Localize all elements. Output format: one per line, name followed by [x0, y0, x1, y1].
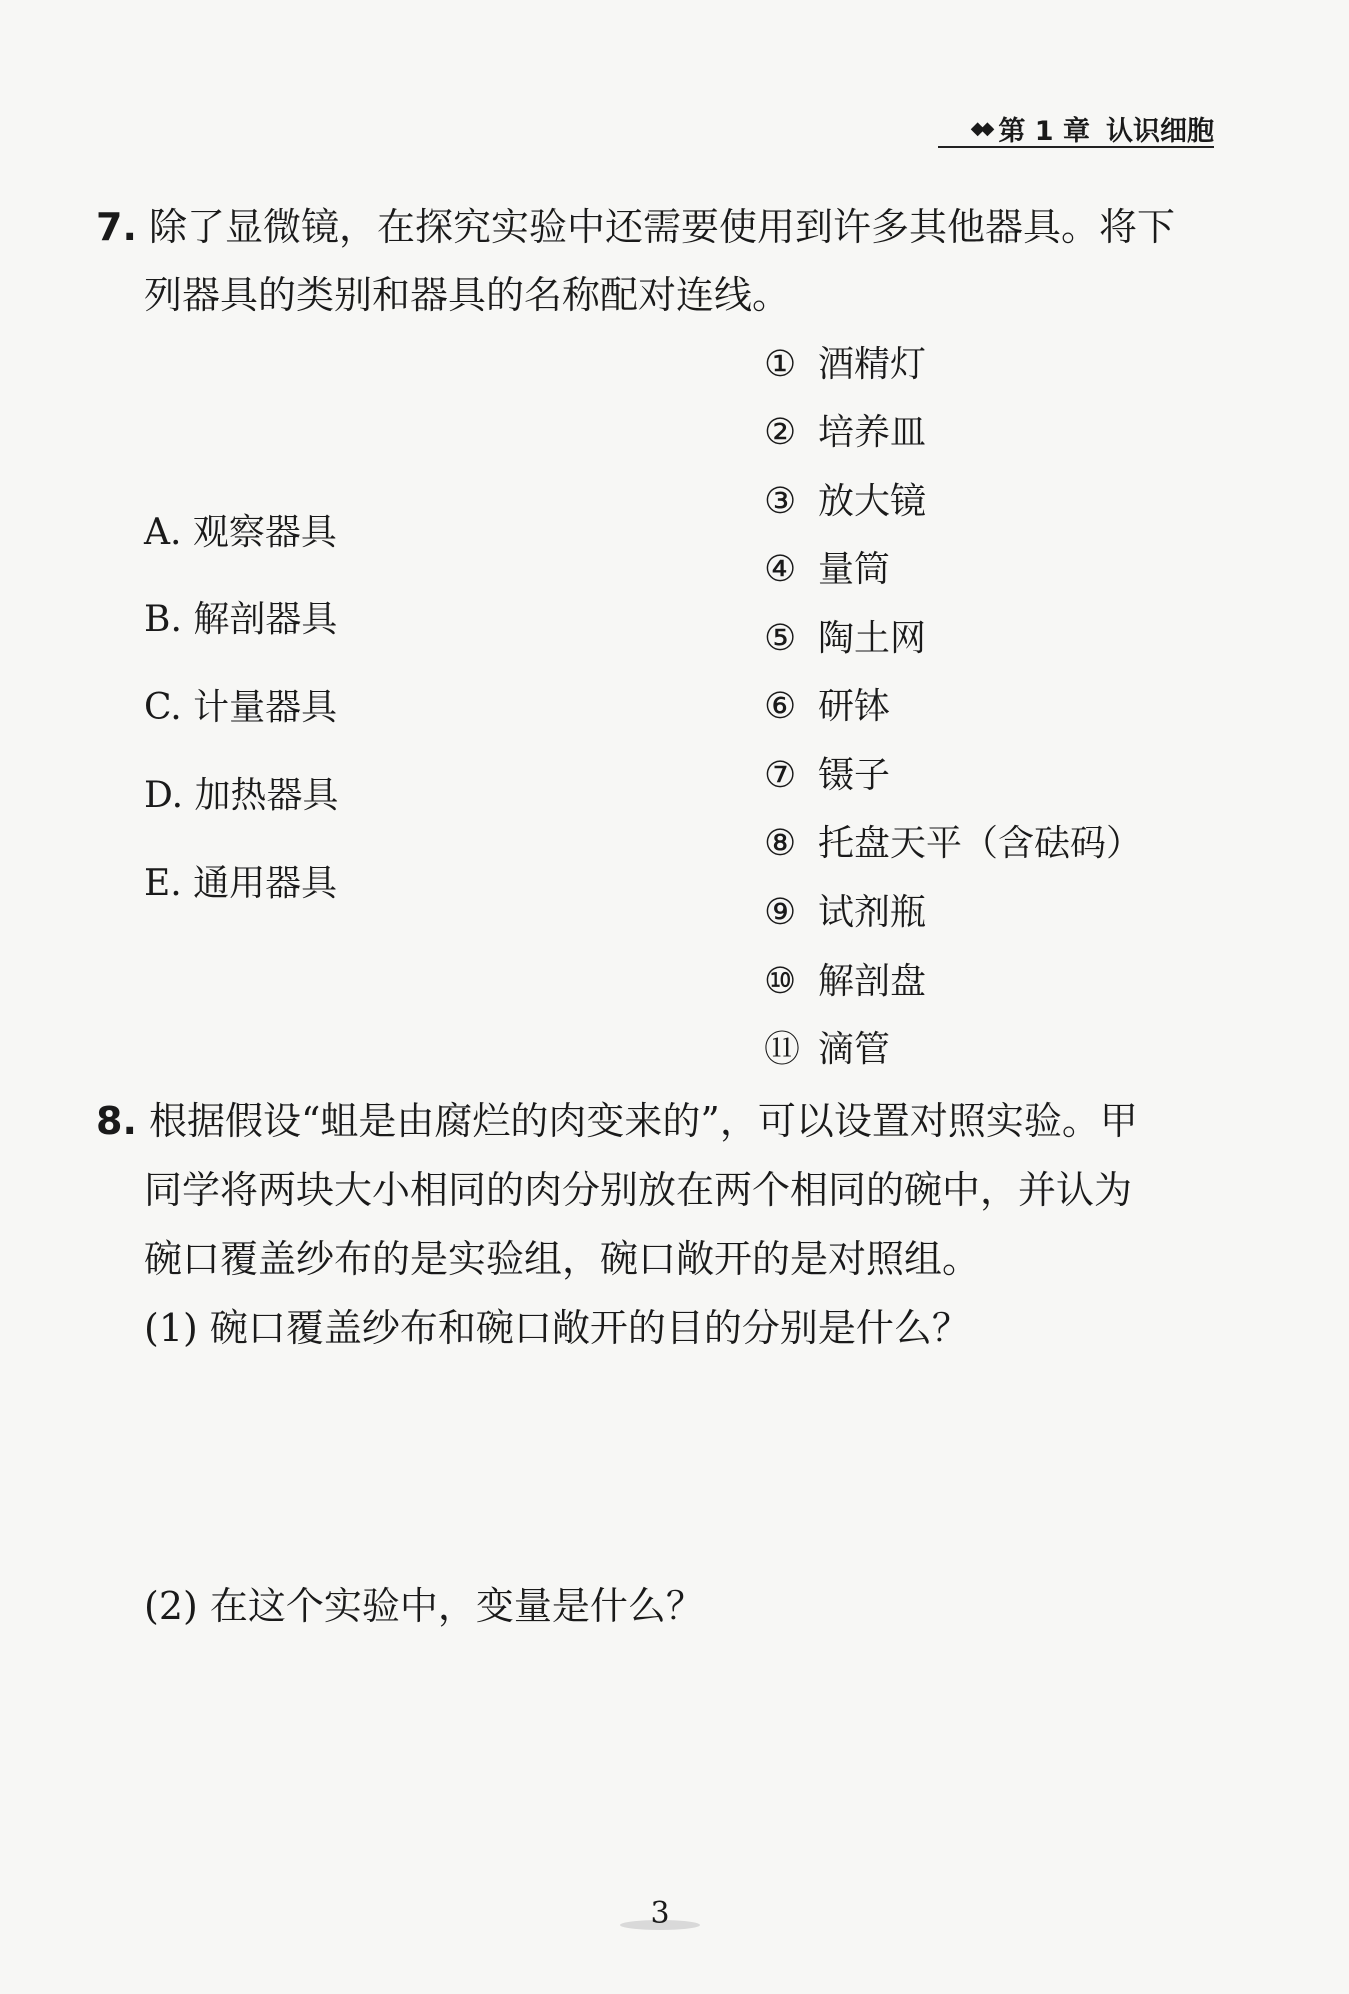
chapter-header — [938, 110, 1214, 148]
q8-subquestion-2: (2) 在这个实验中，变量是什么？ — [144, 1584, 704, 1628]
q8-line1 — [96, 1090, 1138, 1145]
instrument-item: ③ 放大镜 — [764, 481, 927, 522]
instrument-item: ① 酒精灯 — [764, 344, 927, 385]
q7-text-line1: 除了显微镜，在探究实验中还需要使用到许多其他器具。将下 — [148, 205, 1175, 249]
category-d: D. 加热器具 — [144, 775, 339, 816]
q8-text-line2: 同学将两块大小相同的肉分别放在两个相同的碗中，并认为 — [144, 1168, 1133, 1212]
q7-text-line2: 列器具的类别和器具的名称配对连线。 — [144, 273, 791, 317]
q8-text-line1: 根据假设“蛆是由腐烂的肉变来的”，可以设置对照实验。甲 — [148, 1099, 1138, 1143]
instrument-item: ⑦ 镊子 — [764, 755, 891, 796]
q7-line1 — [96, 196, 1175, 251]
instrument-item: ⑤ 陶土网 — [764, 618, 927, 659]
page-number: 3 — [650, 1896, 670, 1931]
chapter-title: 认识细胞 — [1106, 115, 1214, 147]
chapter-number: 第 1 章 — [998, 115, 1090, 147]
category-c: C. 计量器具 — [144, 687, 338, 728]
q8-subquestion-1: (1) 碗口覆盖纱布和碗口敞开的目的分别是什么？ — [144, 1306, 970, 1350]
category-b: B. 解剖器具 — [144, 599, 338, 640]
instrument-item: ⑩ 解剖盘 — [764, 961, 927, 1002]
q8-text-line3: 碗口覆盖纱布的是实验组，碗口敞开的是对照组。 — [144, 1237, 981, 1281]
diamond-icon: ◆◆ — [970, 117, 991, 139]
q7-number: 7. — [96, 205, 137, 249]
instrument-item: ② 培养皿 — [764, 412, 927, 453]
instrument-item: ⑥ 研钵 — [764, 686, 891, 727]
category-a: A. 观察器具 — [144, 512, 337, 553]
page-number-wrap — [0, 1896, 1320, 1931]
instrument-item: ④ 量筒 — [764, 549, 891, 590]
instrument-item: ⑧ 托盘天平（含砝码） — [764, 823, 1143, 864]
instrument-item: ⑨ 试剂瓶 — [764, 892, 927, 933]
category-e: E. 通用器具 — [144, 863, 338, 904]
instrument-item: ⑪ 滴管 — [764, 1029, 891, 1070]
q8-number: 8. — [96, 1099, 137, 1143]
